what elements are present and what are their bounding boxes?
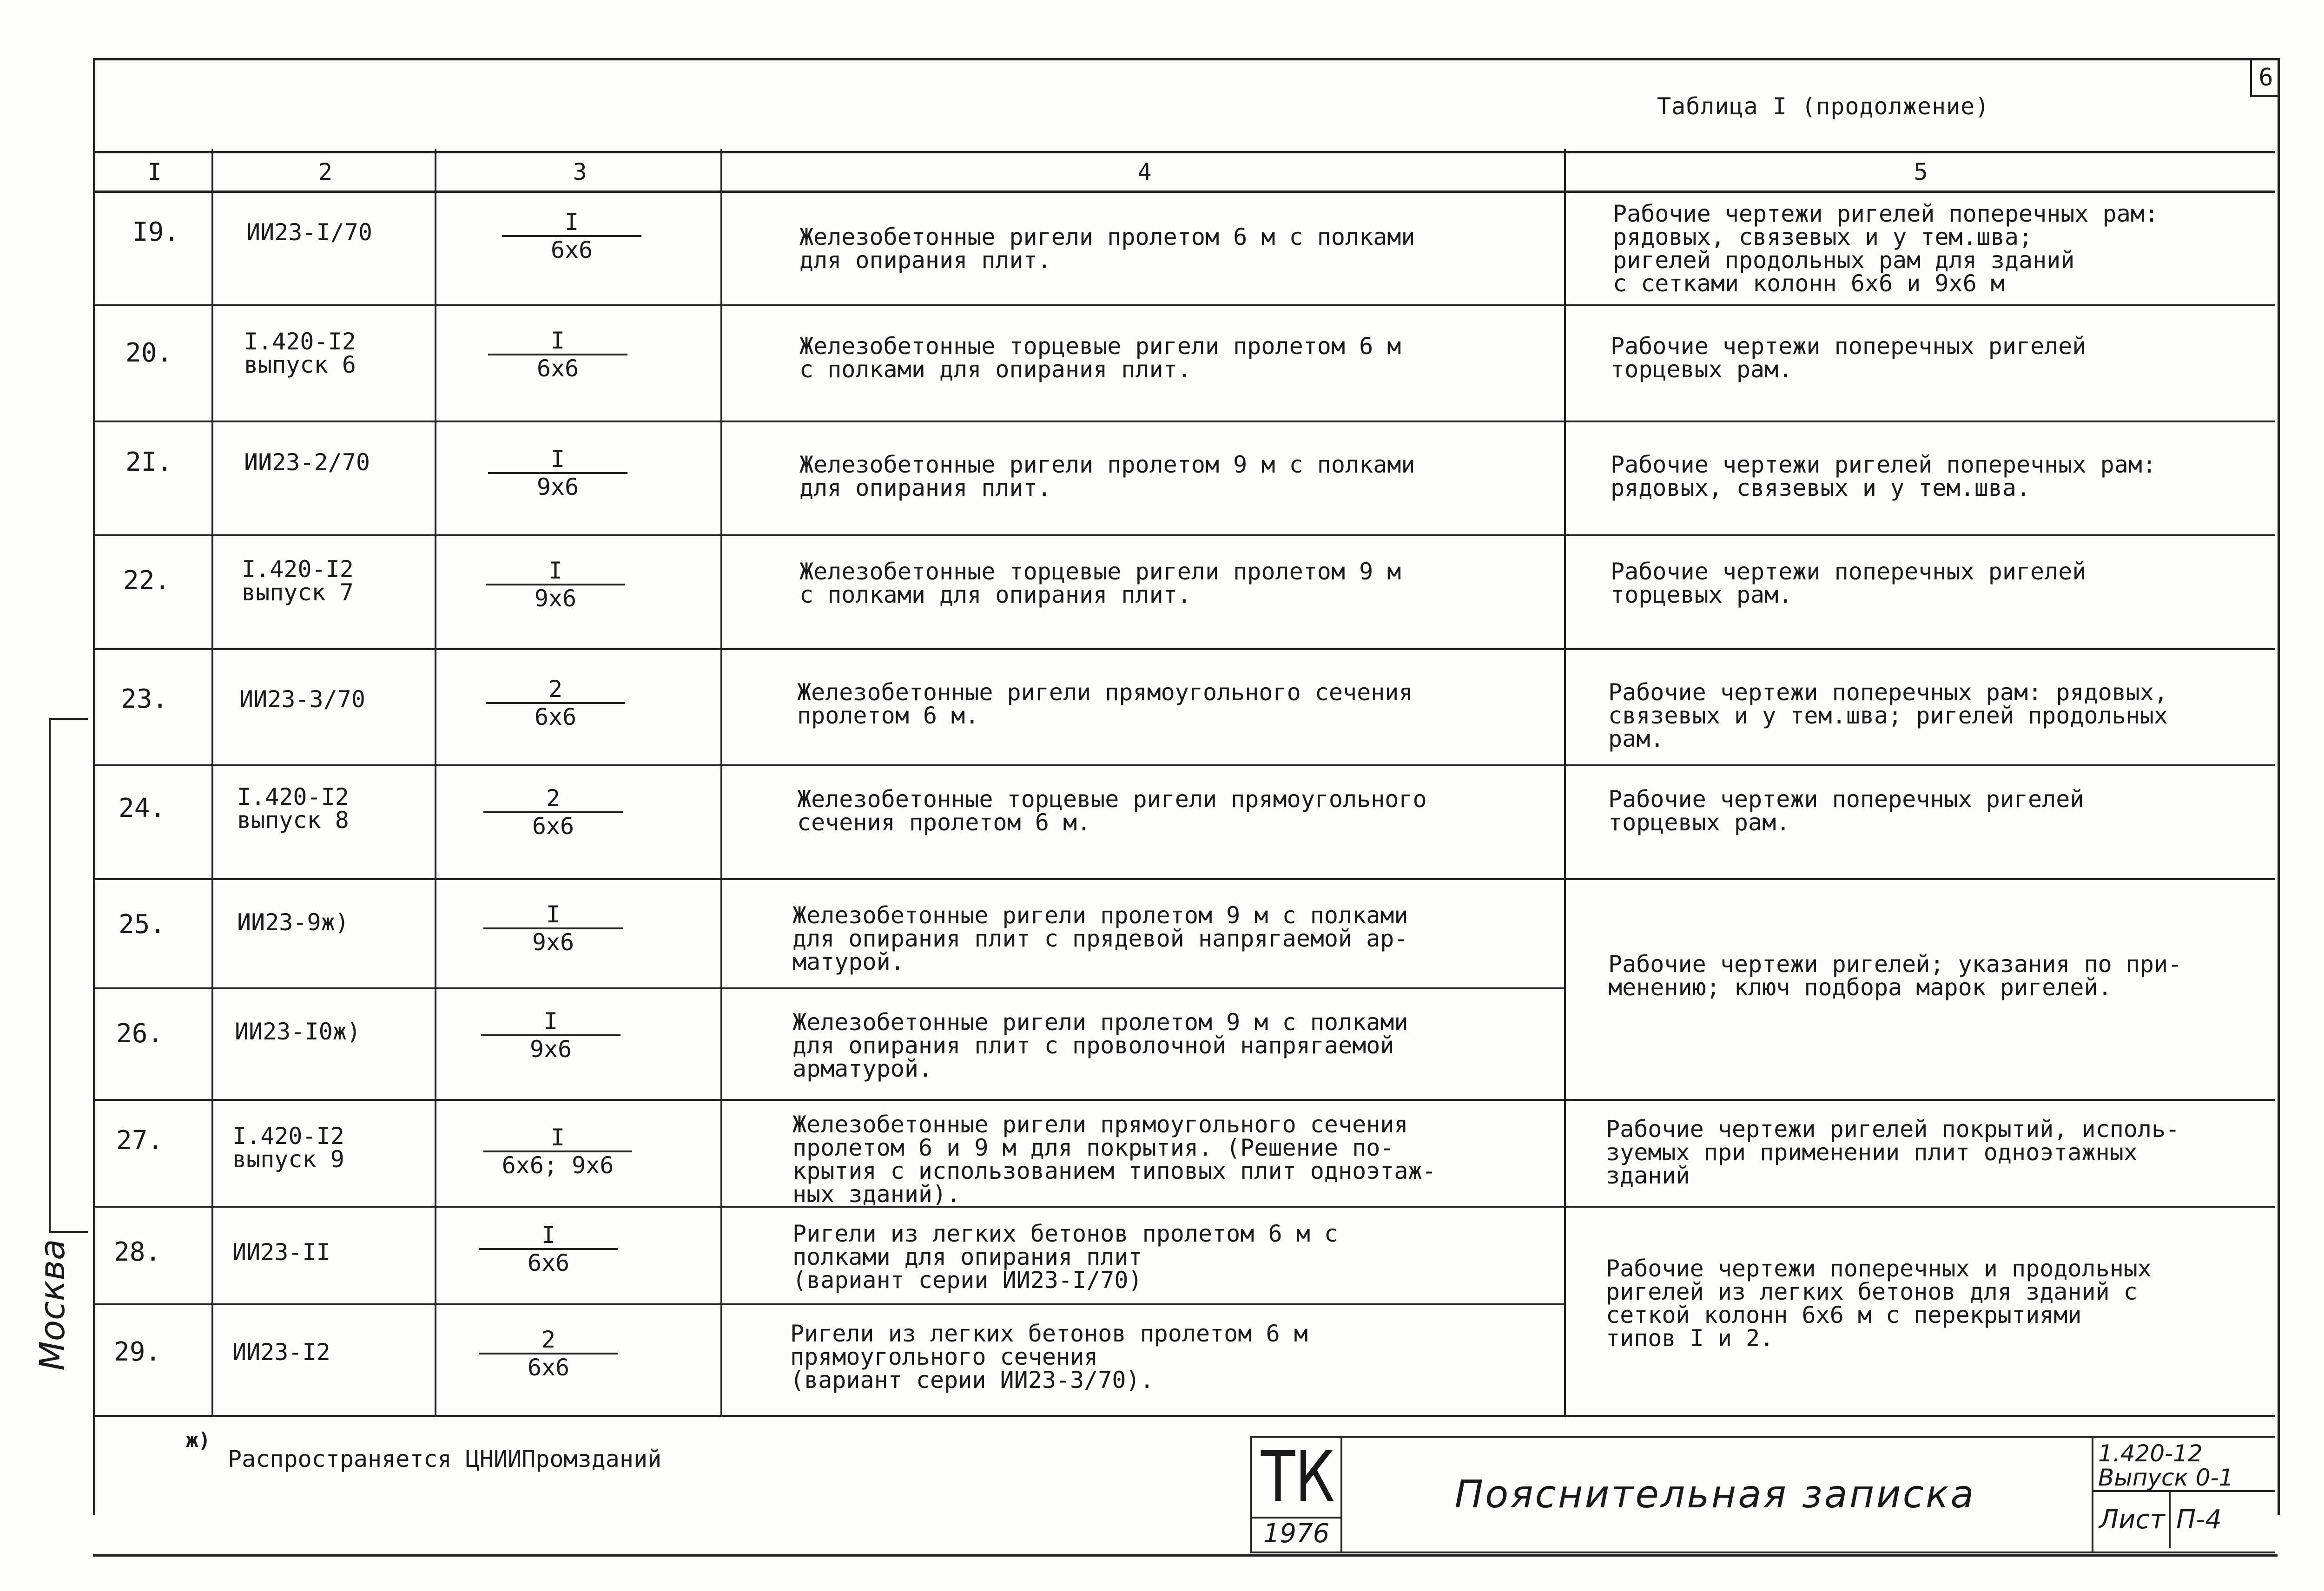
- row-line: [93, 648, 2275, 650]
- col-line: [93, 186, 95, 1417]
- content: Рабочие чертежи поперечных ригелей торцевых рам.: [1611, 333, 2086, 383]
- fraction: [502, 209, 641, 263]
- col-line: [720, 149, 722, 1417]
- stamp-series-issue: [2093, 1438, 2275, 1492]
- table-header: [95, 151, 2275, 193]
- row-number: 29.: [114, 1337, 161, 1367]
- stamp-sheet-row: [2093, 1492, 2275, 1548]
- stamp-info-box: [2092, 1436, 2275, 1553]
- fraction-denominator: 6х6: [532, 813, 574, 840]
- row-line: [93, 1206, 2275, 1208]
- side-stamp-box: [49, 718, 88, 1233]
- fraction: [479, 1327, 618, 1381]
- row-number: 20.: [125, 338, 173, 368]
- row-line: [93, 421, 2275, 422]
- content-merged: Рабочие чертежи ригелей; указания по при- менению; ключ подбора марок ригелей.: [1608, 951, 2182, 1001]
- row-number: 2I.: [125, 447, 173, 477]
- fraction-numerator: I: [488, 328, 627, 355]
- fraction: [483, 785, 623, 839]
- row-number: 24.: [119, 793, 166, 823]
- fraction: [486, 558, 625, 611]
- description: Ригели из легких бетонов пролетом 6 м прямоугольного сечения (вариант серии ИИ23-3/70).: [790, 1320, 1308, 1394]
- fraction-denominator: 6х6: [550, 237, 593, 263]
- content: Рабочие чертежи поперечных ригелей торцевых рам.: [1608, 786, 2084, 836]
- fraction: [479, 1222, 618, 1276]
- footnote-mark: ж): [186, 1428, 211, 1452]
- fraction-denominator: 9х6: [529, 1036, 572, 1063]
- row-line: [93, 764, 2275, 766]
- series-code: ИИ23-I/70: [246, 219, 372, 246]
- description: Железобетонные торцевые ригели прямоугольного сечения пролетом 6 м.: [797, 786, 1427, 836]
- row-number: I9.: [132, 217, 180, 247]
- fraction: [488, 446, 627, 500]
- fraction: [483, 1124, 632, 1178]
- header-col-1: I: [147, 158, 162, 185]
- fraction-denominator: 6х6; 9х6: [502, 1152, 614, 1179]
- header-col-4: 4: [1137, 158, 1152, 185]
- series-code: ИИ23-II: [232, 1239, 330, 1266]
- description: Ригели из легких бетонов пролетом 6 м с полками для опирания плит (вариант серии ИИ23-I/70): [792, 1220, 1338, 1294]
- content: Рабочие чертежи ригелей поперечных рам: рядовых, связевых и у тем.шва; ригелей продольных рам для зданий с сетками колонн 6х6 и 9х6 м: [1613, 200, 2159, 297]
- fraction: [481, 1008, 621, 1062]
- description: Железобетонные торцевые ригели пролетом 9 м с полками для опирания плит.: [799, 558, 1401, 608]
- fraction: [486, 676, 625, 730]
- fraction-numerator: I: [502, 209, 641, 237]
- row-line: [93, 1415, 2275, 1417]
- fraction-numerator: I: [486, 558, 625, 585]
- stamp-series: 1.420-12: [2098, 1440, 2203, 1467]
- content: Рабочие чертежи поперечных ригелей торцевых рам.: [1611, 558, 2086, 608]
- stamp-year: 1976: [1252, 1517, 1340, 1549]
- footnote-text: Распространяется ЦНИИПромзданий: [228, 1446, 662, 1473]
- description: Железобетонные торцевые ригели пролетом 6 м с полками для опирания плит.: [799, 333, 1401, 383]
- bottom-border: [93, 1554, 2278, 1557]
- row-line: [93, 1099, 2275, 1101]
- row-line: [93, 304, 2275, 306]
- tk-stamp: [1250, 1436, 1342, 1553]
- fraction-denominator: 6х6: [527, 1249, 570, 1276]
- fraction: [483, 901, 623, 955]
- fraction-denominator: 9х6: [536, 473, 579, 500]
- description: Железобетонные ригели пролетом 9 м с полками для опирания плит с проволочной напрягаемой арматурой.: [792, 1009, 1408, 1082]
- fraction-numerator: 2: [483, 785, 623, 813]
- fraction-numerator: I: [483, 901, 623, 929]
- row-line: [93, 534, 2275, 536]
- content: Рабочие чертежи поперечных рам: рядовых, связевых и у тем.шва; ригелей продольных рам.: [1608, 679, 2168, 752]
- col-line: [435, 149, 436, 1417]
- fraction-numerator: 2: [486, 676, 625, 704]
- series-code: I.420-I2 выпуск 9: [232, 1123, 344, 1173]
- header-col-3: 3: [573, 158, 587, 185]
- series-code: I.420-I2 выпуск 6: [244, 328, 356, 378]
- fraction-numerator: I: [488, 446, 627, 474]
- description: Железобетонные ригели прямоугольного сечения пролетом 6 м.: [797, 679, 1413, 729]
- fraction-denominator: 6х6: [527, 1354, 570, 1381]
- description: Железобетонные ригели пролетом 9 м с полками для опирания плит с прядевой напрягаемой ар- матурой.: [792, 902, 1408, 975]
- header-col-5: 5: [1914, 158, 1928, 185]
- row-number: 22.: [123, 565, 171, 596]
- series-code: I.420-I2 выпуск 7: [242, 556, 354, 606]
- content: Рабочие чертежи ригелей покрытий, исполь- зуемых при применении плит одноэтажных зданий: [1606, 1116, 2180, 1189]
- content-merged: Рабочие чертежи поперечных и продольных ригелей из легких бетонов для зданий с сеткой колонн 6х6 м с перекрытиями типов I и 2.: [1606, 1255, 2152, 1352]
- series-code: ИИ23-I0ж): [235, 1018, 361, 1045]
- fraction-numerator: I: [479, 1222, 618, 1250]
- row-number: 23.: [121, 684, 168, 714]
- col-line: [1564, 149, 1566, 1417]
- series-code: I.420-I2 выпуск 8: [237, 783, 349, 834]
- series-code: ИИ23-9ж): [237, 909, 349, 936]
- stamp-sheet-number: П-4: [2176, 1505, 2222, 1535]
- row-number: 25.: [119, 909, 166, 940]
- description: Железобетонные ригели пролетом 9 м с полками для опирания плит.: [799, 451, 1415, 501]
- stamp-sheet-label: Лист: [2093, 1492, 2171, 1548]
- fraction-numerator: 2: [479, 1327, 618, 1354]
- col-line: [211, 149, 213, 1417]
- row-line: [93, 1303, 1564, 1305]
- content: Рабочие чертежи ригелей поперечных рам: рядовых, связевых и у тем.шва.: [1611, 451, 2156, 501]
- fraction: [488, 328, 627, 381]
- document-title: Пояснительная записка: [1454, 1473, 1976, 1517]
- fraction-denominator: 9х6: [534, 585, 577, 612]
- fraction-denominator: 6х6: [536, 355, 579, 382]
- row-number: 26.: [116, 1019, 164, 1049]
- description: Железобетонные ригели прямоугольного сечения пролетом 6 и 9 м для покрытия. (Решение по- крытия с использованием типовых плит одноэтаж- ных зданий).: [792, 1111, 1436, 1208]
- fraction-denominator: 6х6: [534, 703, 577, 730]
- stamp-tk-letters: ТК: [1261, 1437, 1335, 1518]
- row-line: [93, 987, 1564, 989]
- table-caption: Таблица I (продолжение): [1657, 93, 1990, 120]
- header-col-2: 2: [318, 158, 333, 185]
- fraction-numerator: I: [483, 1124, 632, 1152]
- stamp-title-box: [1339, 1436, 2092, 1553]
- row-line: [93, 878, 2275, 880]
- row-number: 27.: [116, 1125, 164, 1156]
- page-number: 6: [2250, 60, 2280, 97]
- series-code: ИИ23-2/70: [244, 449, 370, 476]
- fraction-denominator: 9х6: [532, 929, 574, 956]
- row-number: 28.: [114, 1237, 161, 1267]
- city-label: Москва: [33, 1239, 73, 1371]
- description: Железобетонные ригели пролетом 6 м с полками для опирания плит.: [799, 224, 1415, 274]
- fraction-numerator: I: [481, 1008, 621, 1036]
- series-code: ИИ23-I2: [232, 1339, 330, 1366]
- stamp-issue: Выпуск 0-1: [2098, 1464, 2234, 1491]
- series-code: ИИ23-3/70: [239, 686, 365, 713]
